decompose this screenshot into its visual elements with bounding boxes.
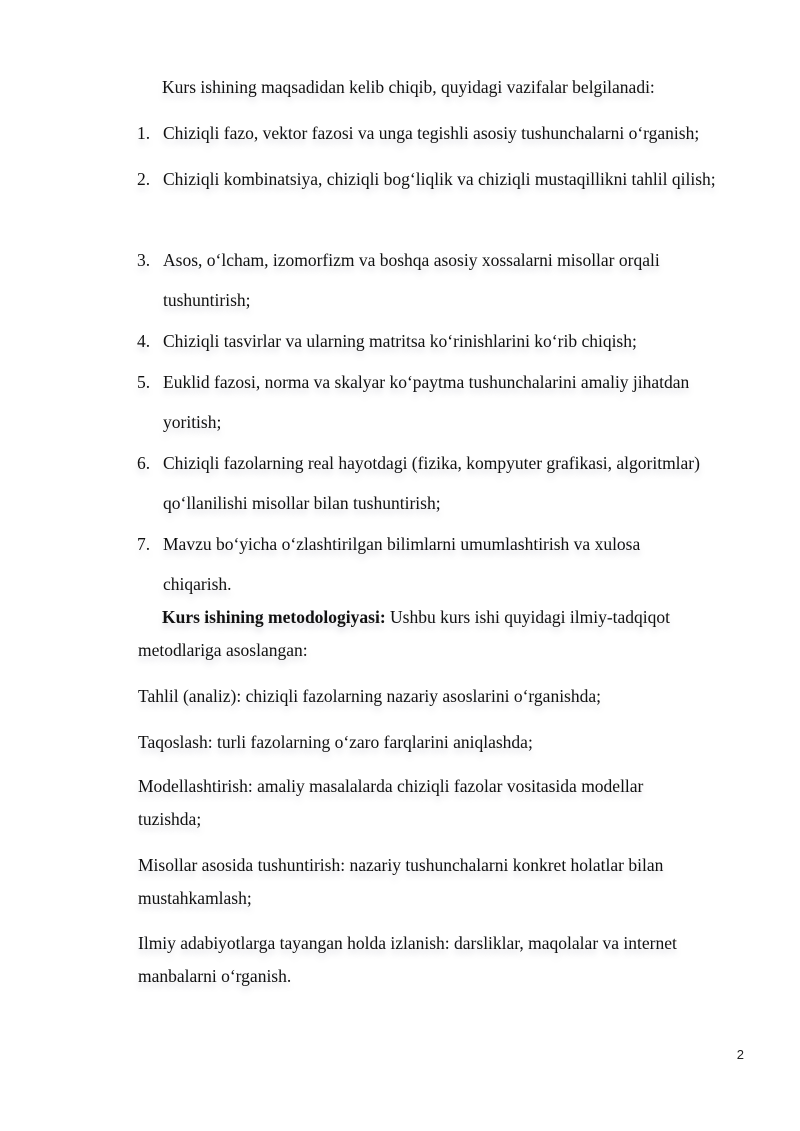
task-list-item <box>137 113 757 153</box>
task-number: 7. <box>137 534 151 554</box>
task-text: Chiziqli tasvirlar va ularning matritsa ko‘rinishlarini ko‘rib chiqish; <box>163 331 637 351</box>
task-list-item <box>137 240 757 320</box>
task-text: Chiziqli fazo, vektor fazosi va unga tegishli asosiy tushunchalarni o‘rganish; <box>163 123 700 143</box>
task-text: Chiziqli kombinatsiya, chiziqli bog‘liqlik va chiziqli mustaqillikni tahlil qilish; <box>163 169 716 189</box>
task-number: 1. <box>137 123 151 143</box>
task-list-item <box>137 443 757 523</box>
task-text: Mavzu bo‘yicha o‘zlashtirilgan bilimlarni umumlashtirish va xulosa chiqarish. <box>163 534 641 594</box>
task-list-item <box>137 362 757 442</box>
task-list-item <box>137 321 757 361</box>
method-item: Modellashtirish: amaliy masalalarda chiziqli fazolar vositasida modellar tuzishda; <box>138 776 644 829</box>
task-text: Euklid fazosi, norma va skalyar ko‘paytma tushunchalarini amaliy jihatdan yoritish; <box>163 372 690 432</box>
method-item: Tahlil (analiz): chiziqli fazolarning nazariy asoslarini o‘rganishda; <box>138 686 601 706</box>
methodology-paragraph <box>138 601 748 667</box>
task-number: 4. <box>137 331 151 351</box>
task-number: 2. <box>137 169 151 189</box>
intro-paragraph: Kurs ishining maqsadidan kelib chiqib, quyidagi vazifalar belgilanadi: <box>162 77 655 97</box>
method-item: Misollar asosida tushuntirish: nazariy tushunchalarni konkret holatlar bilan mustahkamlash; <box>138 855 664 908</box>
task-text: Asos, o‘lcham, izomorfizm va boshqa asosiy xossalarni misollar orqali tushuntirish; <box>163 250 660 310</box>
task-list-item <box>137 524 757 604</box>
task-number: 5. <box>137 372 151 392</box>
task-number: 6. <box>137 453 151 473</box>
methodology-heading: Kurs ishining metodologiyasi: <box>162 607 386 627</box>
method-item: Taqoslash: turli fazolarning o‘zaro farqlarini aniqlashda; <box>138 732 533 752</box>
method-item: Ilmiy adabiyotlarga tayangan holda izlanish: darsliklar, maqolalar va internet manbalarni o‘rganish. <box>138 933 677 986</box>
task-number: 3. <box>137 250 151 270</box>
methodology-text: Ushbu kurs ishi quyidagi ilmiy-tadqiqot metodlariga asoslangan: <box>138 607 671 660</box>
task-list-item <box>137 159 757 199</box>
page-number: 2 <box>736 1047 744 1062</box>
task-text: Chiziqli fazolarning real hayotdagi (fizika, kompyuter grafikasi, algoritmlar) qo‘llanilishi misollar bilan tushuntirish; <box>163 453 700 513</box>
